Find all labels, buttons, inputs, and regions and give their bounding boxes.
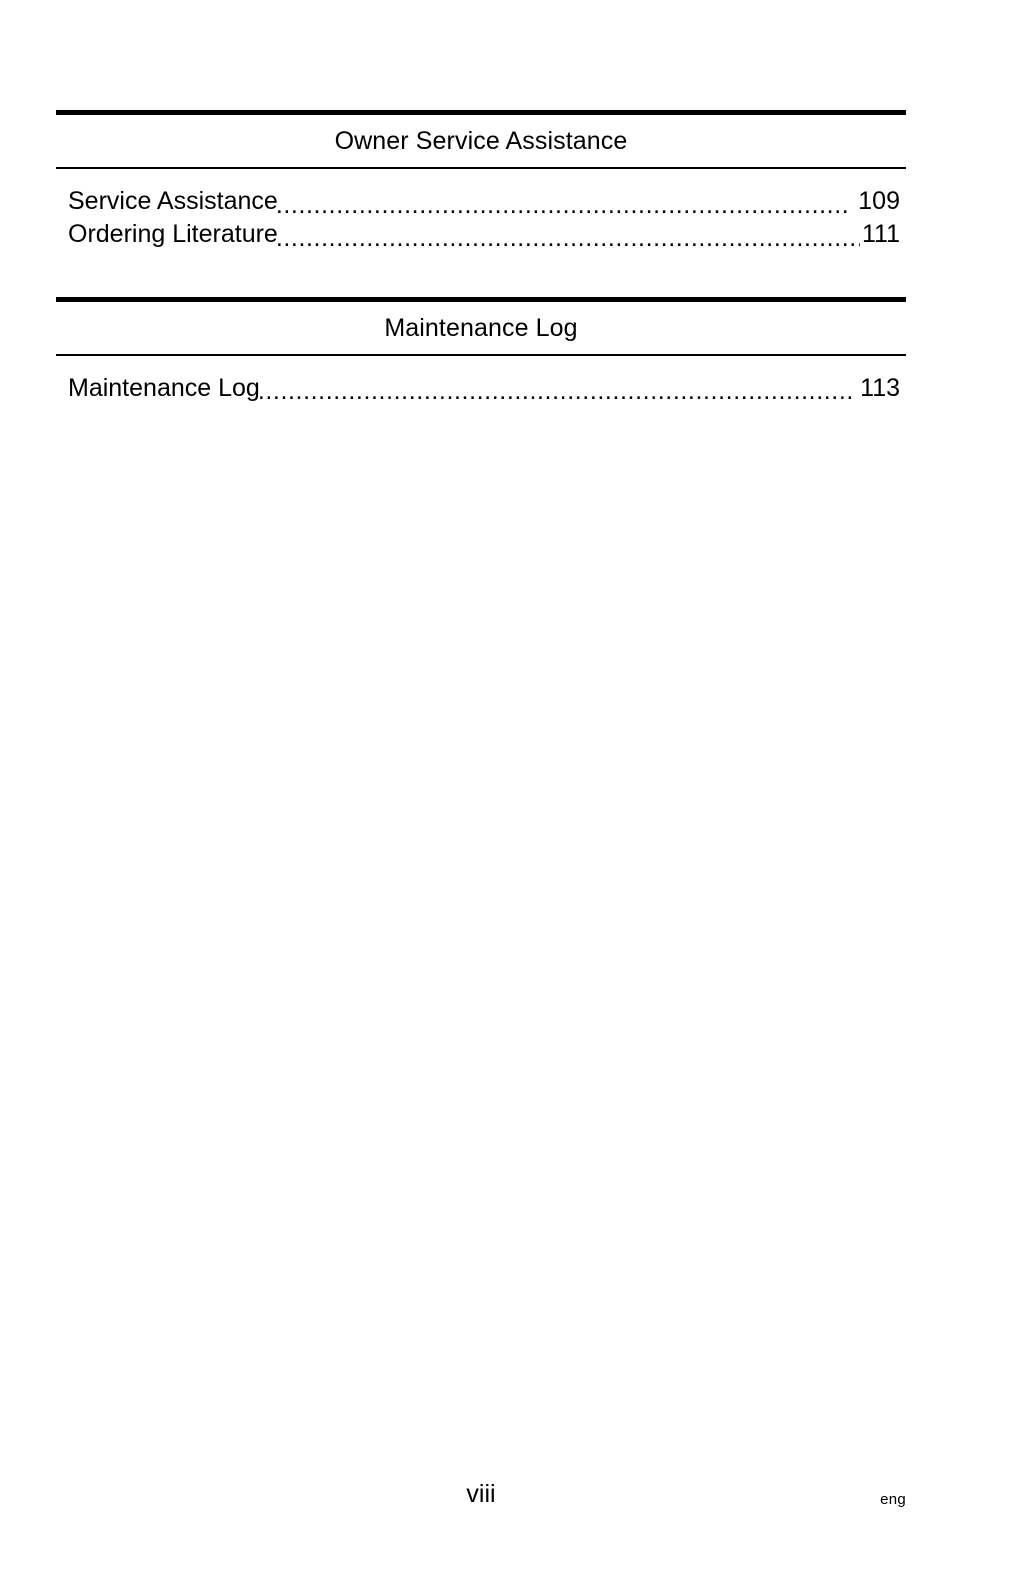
toc-entry-page: 113: [860, 373, 900, 402]
toc-entry-leader: [278, 193, 851, 218]
toc-entry-leader: [278, 226, 860, 251]
page-footer: [56, 1480, 906, 1520]
page-number: viii: [466, 1480, 496, 1508]
toc-entry-leader: [260, 379, 853, 404]
language-mark: eng: [880, 1491, 906, 1508]
toc-entry-title: Ordering Literature: [68, 219, 278, 248]
toc-section-maintenance-log: [56, 297, 906, 405]
section-heading: Maintenance Log: [384, 313, 578, 342]
toc-entry-page: 109: [858, 187, 900, 215]
toc-entry-title: Service Assistance: [68, 187, 278, 215]
toc-section-owner-service-assistance: [56, 110, 906, 251]
toc-entry[interactable]: [56, 372, 906, 405]
toc-entry[interactable]: [56, 185, 906, 218]
toc-entry[interactable]: [56, 218, 906, 251]
section-heading: Owner Service Assistance: [334, 127, 628, 155]
toc-entry-list: [56, 356, 906, 405]
toc-content: [56, 110, 906, 404]
toc-entry-title: Maintenance Log: [68, 373, 260, 402]
toc-entry-page: 111: [861, 219, 900, 248]
toc-entry-list: [56, 169, 906, 251]
